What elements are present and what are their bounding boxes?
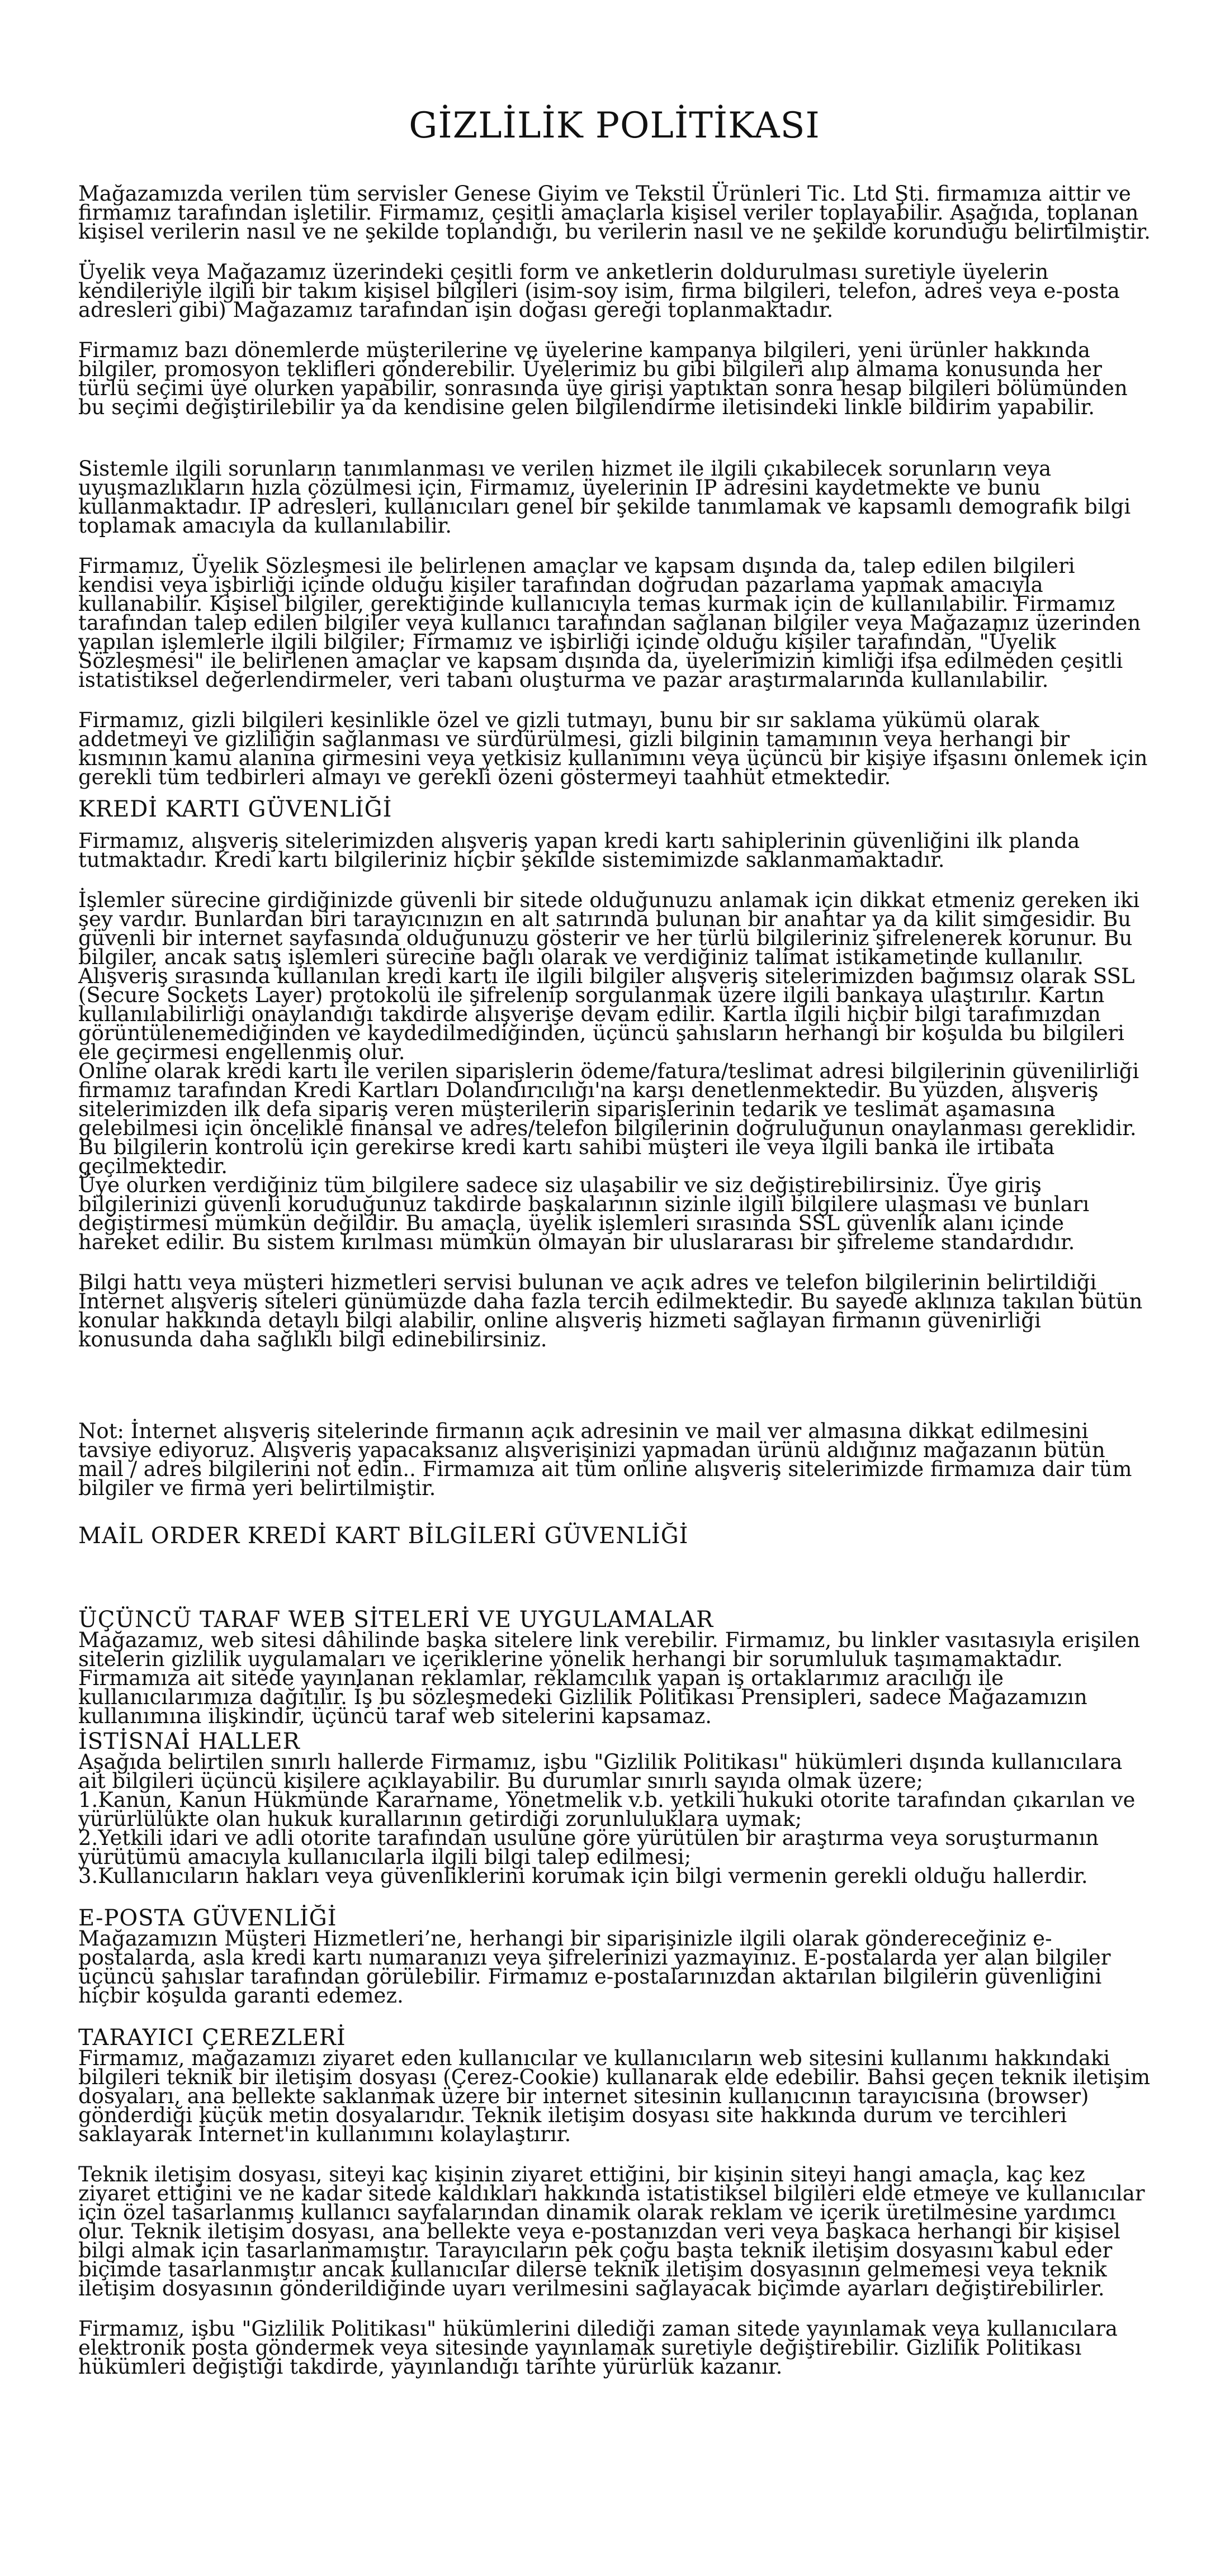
third-party-heading: ÜÇÜNCÜ TARAF WEB SİTELERİ VE UYGULAMALAR [78,1607,714,1633]
intro-paragraph-6: Firmamız, gizli bilgileri kesinlikle özel ve gizli tutmayı, bunu bir sır saklama yükümü olarak addetmeyi ve gizliliğin sağlanması ve sürdürülmesi, gizli bilginin tamamının veya herhangi bir kısmının kamu alanına girmesini veya yetkisiz kullanımını veya üçüncü bir kişiye ifşasını önlemek için gerekli tüm tedbirleri almayı ve gerekli özeni göstermeyi taahhüt etmektedir. [78,708,1148,790]
exceptions-paragraph: Aşağıda belirtilen sınırlı hallerde Firmamız, işbu "Gizlilik Politikası" hükümleri dışında kullanıcılara ait bilgileri üçüncü kişilere açıklayabilir. Bu durumlar sınırlı sayıda olmak üzere; [78,1750,1123,1794]
cookies-paragraph-2: Teknik iletişim dosyası, siteyi kaç kişinin ziyaret ettiğini, bir kişinin siteyi hangi amaçla, kaç kez ziyaret ettiğini ve ne kadar sitede kaldıkları hakkında istatistiksel bilgileri elde etmeye ve kullanıcılar için özel tasarlanmış kullanıcı sayfalarından dinamik olarak reklam ve içerik üretilmesine yardımcı olur. Teknik iletişim dosyası, ana bellekte veya e-postanızdan veri veya başkaca herhangi bir kişisel bilgi almak için tasarlanmamıştır. Tarayıcıların pek çoğu başta teknik iletişim dosyasını kabul eder biçimde tasarlanmıştır ancak kullanıcılar dilerse teknik iletişim dosyasının gelmemesi veya teknik iletişim dosyasının gönderildiğinde uyarı verilmesini sağlayacak biçimde ayarları değiştirebilirler. [78,2162,1145,2301]
third-party-paragraph: Mağazamız, web sitesi dâhilinde başka sitelere link verebilir. Firmamız, bu linkler vasıtasıyla erişilen sitelerin gizlilik uygulamaları ve içeriklerine yönelik herhangi bir sorumluluk taşımamaktadır. Firmamıza ait sitede yayınlanan reklamlar, reklamcılık yapan iş ortaklarımız aracılığı ile kullanıcılarımıza dağıtılır. İş bu sözleşmedeki Gizlilik Politikası Prensipleri, sadece Mağazamızın kullanımına ilişkindir, üçüncü taraf web sitelerini kapsamaz. [78,1628,1141,1729]
exceptions-item-1: 1.Kanun, Kanun Hükmünde Kararname, Yönetmelik v.b. yetkili hukuki otorite tarafından çıkarılan ve yürürlülükte olan hukuk kurallarının getirdiği zorunluluklara uymak; [78,1788,1136,1832]
mail-order-heading: MAİL ORDER KREDİ KART BİLGİLERİ GÜVENLİĞİ [78,1523,689,1549]
credit-paragraph-5: Bilgi hattı veya müşteri hizmetleri servisi bulunan ve açık adres ve telefon bilgilerinin belirtildiği İnternet alışveriş siteleri günümüzde daha fazla tercih edilmektedir. Bu sayede aklınıza takılan bütün konular hakkında detaylı bilgi alabilir, online alışveriş hizmeti sağlayan firmanın güvenirliği konusunda daha sağlıklı bilgi edinebilirsiniz. [78,1270,1143,1352]
email-security-paragraph: Mağazamızın Müşteri Hizmetleri’ne, herhangi bir siparişinizle ilgili olarak göndereceğiniz e-postalarda, asla kredi kartı numaranızı veya şifrelerinizi yazmayınız. E-postalarda yer alan bilgiler üçüncü şahıslar tarafından görülebilir. Firmamız e-postalarınızdan aktarılan bilgilerin güvenliğini hiçbir koşulda garanti edemez. [78,1927,1111,2008]
exceptions-heading: İSTİSNAİ HALLER [78,1729,300,1755]
credit-card-security-heading: KREDİ KARTI GÜVENLİĞİ [78,796,392,823]
cookies-paragraph-1: Firmamız, mağazamızı ziyaret eden kullanıcılar ve kullanıcıların web sitesini kullanımı hakkındaki bilgileri teknik bir iletişim dosyası (Çerez-Cookie) kullanarak elde edebilir. Bahsi geçen teknik iletişim dosyaları, ana bellekte saklanmak üzere bir internet sitesinin kullanıcının tarayıcısına (browser) gönderdiği küçük metin dosyalarıdır. Teknik iletişim dosyası site hakkında durum ve tercihleri saklayarak İnternet'in kullanımını kolaylaştırır. [78,2046,1151,2147]
credit-note: Not: İnternet alışveriş sitelerinde firmanın açık adresinin ve mail ver almasına dikkat edilmesini tavsiye ediyoruz. Alışveriş yapacaksanız alışverişinizi yapmadan ürünü aldığınız mağazanın bütün mail / adres bilgilerini not edin.. Firmamıza ait tüm online alışveriş sitelerimizde firmamıza dair tüm bilgiler ve firma yeri belirtilmiştir. [78,1419,1132,1501]
intro-paragraph-2: Üyelik veya Mağazamız üzerindeki çeşitli form ve anketlerin doldurulması suretiyle üyelerin kendileriyle ilgili bir takım kişisel bilgileri (isim-soy isim, firma bilgileri, telefon, adres veya e-posta adresleri gibi) Mağazamız tarafından işin doğası gereği toplanmaktadır. [78,260,1120,322]
intro-paragraph-1: Mağazamızda verilen tüm servisler Genese Giyim ve Tekstil Ürünleri Tic. Ltd Şti. firmamıza aittir ve firmamız tarafından işletilir. Firmamız, çeşitli amaçlarla kişisel veriler toplayabilir. Aşağıda, toplanan kişisel verilerin nasıl ve ne şekilde toplandığı, bu verilerin nasıl ve ne şekilde korunduğu belirtilmiştir. [78,182,1151,244]
cookies-paragraph-3: Firmamız, işbu "Gizlilik Politikası" hükümlerini dilediği zaman sitede yayınlamak veya kullanıcılara elektronik posta göndermek veya sitesinde yayınlamak suretiyle değiştirebilir. Gizlilik Politikası hükümleri değiştiği takdirde, yayınlandığı tarihte yürürlük kazanır. [78,2317,1118,2379]
credit-paragraph-2: İşlemler sürecine girdiğinizde güvenli bir sitede olduğunuzu anlamak için dikkat etmeniz gereken iki şey vardır. Bunlardan biri tarayıcınızın en alt satırında bulunan bir anahtar ya da kilit simgesidir. Bu güvenli bir internet sayfasında olduğunuzu gösterir ve her türlü bilgileriniz şifrelenerek korunur. Bu bilgiler, ancak satış işlemleri sürecine bağlı olarak ve verdiğiniz talimat istikametinde kullanılır. Alışveriş sırasında kullanılan kredi kartı ile ilgili bilgiler alışveriş sitelerimizden bağımsız olarak SSL (Secure Sockets Layer) protokolü ile şifrelenip sorgulanmak üzere ilgili bankaya ulaştırılır. Kartın kullanılabilirliği onaylandığı takdirde alışverişe devam edilir. Kartla ilgili hiçbir bilgi tarafımızdan görüntülenemediğinden ve kaydedilmediğinden, üçüncü şahısların herhangi bir koşulda bu bilgileri ele geçirmesi engellenmiş olur. [78,888,1140,1065]
intro-paragraph-3: Firmamız bazı dönemlerde müşterilerine ve üyelerine kampanya bilgileri, yeni ürünler hakkında bilgiler, promosyon teklifleri gönderebilir. Üyelerimiz bu gibi bilgileri alıp almama konusunda her türlü seçimi üye olurken yapabilir, sonrasında üye girişi yaptıktan sonra hesap bilgileri bölümünden bu seçimi değiştirilebilir ya da kendisine gelen bilgilendirme iletisindeki linkle bildirim yapabilir. [78,338,1128,420]
credit-paragraph-1: Firmamız, alışveriş sitelerimizden alışveriş yapan kredi kartı sahiplerinin güvenliğini ilk planda tutmaktadır. Kredi kartı bilgileriniz hiçbir şekilde sistemimizde saklanmamaktadır. [78,829,1080,872]
intro-paragraph-4: Sistemle ilgili sorunların tanımlanması ve verilen hizmet ile ilgili çıkabilecek sorunların veya uyuşmazlıkların hızla çözülmesi için, Firmamız, üyelerinin IP adresini kaydetmekte ve bunu kullanmaktadır. IP adresleri, kullanıcıları genel bir şekilde tanımlamak ve kapsamlı demografik bilgi toplamak amacıyla da kullanılabilir. [78,457,1131,538]
exceptions-item-3: 3.Kullanıcıların hakları veya güvenliklerini korumak için bilgi vermenin gerekli olduğu hallerdir. [78,1864,1088,1889]
page-title: GİZLİLİK POLİTİKASI [409,105,820,146]
credit-paragraph-3: Online olarak kredi kartı ile verilen siparişlerin ödeme/fatura/teslimat adresi bilgilerinin güvenilirliği firmamız tarafından Kredi Kartları Dolandırıcılığı'na karşı denetlenmektedir. Bu yüzden, alışveriş sitelerimizden ilk defa sipariş veren müşterilerin siparişlerinin tedarik ve teslimat aşamasına gelebilmesi için öncelikle finansal ve adres/telefon bilgilerinin doğruluğunun onaylanması gereklidir. Bu bilgilerin kontrolü için gerekirse kredi kartı sahibi müşteri ile veya ilgili banka ile irtibata geçilmektedir. [78,1059,1139,1179]
intro-paragraph-5: Firmamız, Üyelik Sözleşmesi ile belirlenen amaçlar ve kapsam dışında da, talep edilen bilgileri kendisi veya işbirliği içinde olduğu kişiler tarafından doğrudan pazarlama yapmak amacıyla kullanabilir. Kişisel bilgiler, gerektiğinde kullanıcıyla temas kurmak için de kullanılabilir. Firmamız tarafından talep edilen bilgiler veya kullanıcı tarafından sağlanan bilgiler veya Mağazamız üzerinden yapılan işlemlerle ilgili bilgiler; Firmamız ve işbirliği içinde olduğu kişiler tarafından, "Üyelik Sözleşmesi" ile belirlenen amaçlar ve kapsam dışında da, üyelerimizin kimliği ifşa edilmeden çeşitli istatistiksel değerlendirmeler, veri tabanı oluşturma ve pazar araştırmalarında kullanılabilir. [78,554,1141,692]
credit-paragraph-4: Üye olurken verdiğiniz tüm bilgilere sadece siz ulaşabilir ve siz değiştirebilirsiniz. Üye giriş bilgilerinizi güvenli koruduğunuz takdirde başkalarının sizinle ilgili bilgilere ulaşması ve bunları değiştirmesi mümkün değildir. Bu amaçla, üyelik işlemleri sırasında SSL güvenlik alanı içinde hareket edilir. Bu sistem kırılması mümkün olmayan bir uluslararası bir şifreleme standardıdır. [78,1173,1090,1255]
exceptions-item-2: 2.Yetkili idari ve adli otorite tarafından usulüne göre yürütülen bir araştırma veya soruşturmanın yürütümü amacıyla kullanıcılarla ilgili bilgi talep edilmesi; [78,1826,1099,1870]
browser-cookies-heading: TARAYICI ÇEREZLERİ [78,2025,346,2051]
email-security-heading: E-POSTA GÜVENLİĞİ [78,1905,337,1932]
